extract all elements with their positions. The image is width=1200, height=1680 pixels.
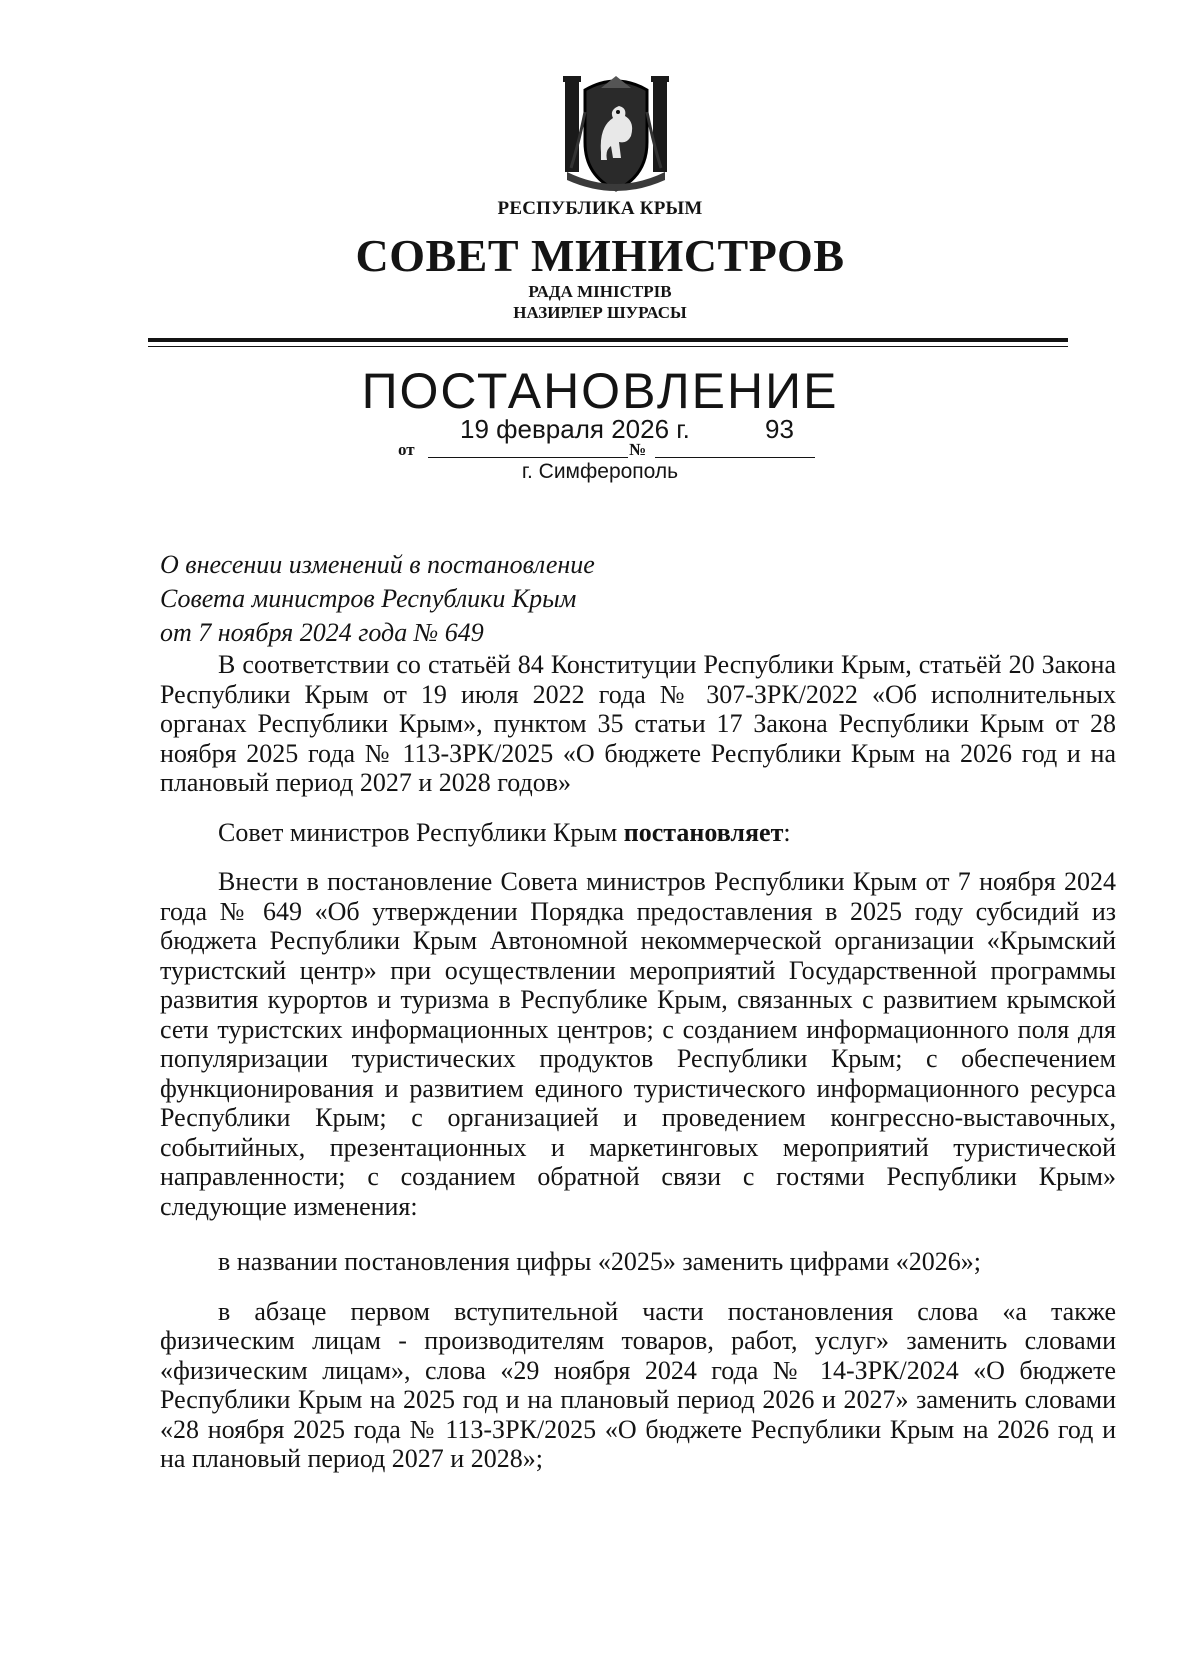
amendment-paragraph: Внести в постановление Совета министров Республики Крым от 7 ноября 2024 года № 649 «Об утверждении Порядка предоставления в 2025 году субсидий из бюджета Республики Крым Автономной некоммерческой организации «Крымский туристский центр» при осуществлении мероприятий Государственной программы развития курортов и туризма в Республике Крым, связанных с развитием крымской сети туристских информационных центров; с созданием информационного поля для популяризации туристических продуктов Республики Крым; с обеспечением функционирования и развитием единого туристического информационного ресурса Республики Крым; с организацией и проведением конгрессно-выставочных, событийных, презентационных и маркетинговых мероприятий туристической направленности; с созданием обратной связи с гостями Республики Крым» следующие изменения: — [160, 867, 1116, 1221]
council-name-ukrainian: РАДА МІНІСТРІВ — [528, 282, 672, 301]
date-underline — [428, 457, 628, 458]
decree-number: 93 — [765, 414, 794, 444]
title-line: Совета министров Республики Крым — [160, 584, 577, 613]
resolution-colon: : — [783, 817, 791, 847]
title-line: от 7 ноября 2024 года № 649 — [160, 618, 484, 647]
council-name-crimean-tatar: НАЗИРЛЕР ШУРАСЫ — [513, 303, 687, 322]
header-divider-thin — [148, 346, 1068, 347]
preamble-paragraph: В соответствии со статьёй 84 Конституции Республики Крым, статьёй 20 Закона Республики Крым от 19 июля 2022 года № 307-ЗРК/2022 «Об исполнительных органах Республики Крым», пунктом 35 статьи 17 Закона Республики Крым от 28 ноября 2025 года № 113-ЗРК/2025 «О бюджете Республики Крым на 2026 год и на плановый период 2027 и 2028 годов» — [160, 650, 1116, 797]
change-item-preamble: в абзаце первом вступительной части постановления слова «а также физическим лицам - производителям товаров, работ, услуг» заменить словами «физическим лицам», слова «29 ноября 2024 года № 14-ЗРК/2024 «О бюджете Республики Крым на 2025 год и на плановый период 2026 и 2027» заменить словами «28 ноября 2025 года № 113-ЗРК/2025 «О бюджете Республики Крым на 2026 год и на плановый период 2027 и 2028»; — [160, 1296, 1116, 1473]
republic-name: РЕСПУБЛИКА КРЫМ — [497, 198, 703, 219]
document-body — [160, 650, 1116, 1474]
resolution-verb: постановляет — [623, 817, 784, 847]
title-line: О внесении изменений в постановление — [160, 550, 595, 579]
city-name: г. Симферополь — [521, 460, 679, 483]
date-prefix-label: от — [398, 440, 415, 459]
coat-of-arms-icon — [561, 72, 671, 196]
document-type-heading: ПОСТАНОВЛЕНИЕ — [361, 363, 839, 419]
decree-date: 19 февраля 2026 г. — [460, 414, 690, 444]
number-underline — [655, 457, 815, 458]
council-name: СОВЕТ МИНИСТРОВ — [355, 230, 845, 281]
header-divider-thick — [148, 338, 1068, 342]
resolution-text: Совет министров Республики Крым — [218, 817, 624, 847]
resolution-paragraph — [160, 818, 1116, 848]
document-title — [160, 548, 595, 650]
number-prefix-label: № — [629, 440, 647, 459]
change-item-title: в названии постановления цифры «2025» заменить цифрами «2026»; — [218, 1247, 981, 1276]
